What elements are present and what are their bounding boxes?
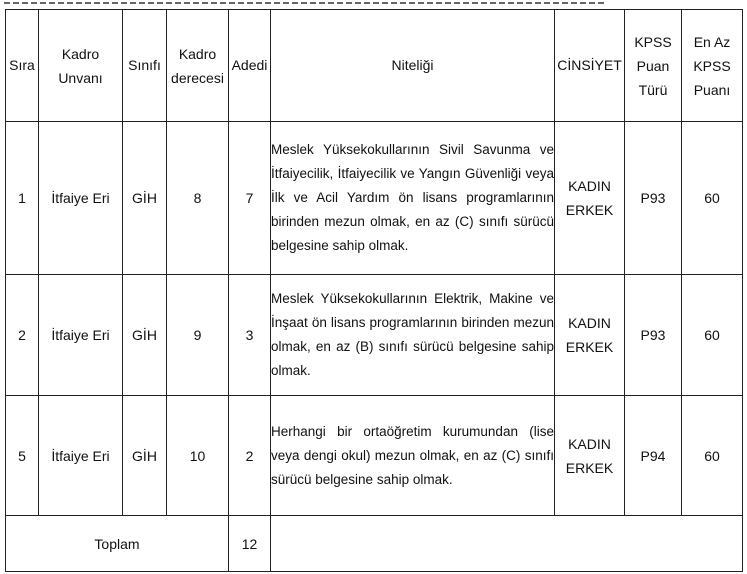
header-niteligi: Niteliği bbox=[271, 10, 555, 122]
header-cinsiyet: CİNSİYET bbox=[555, 10, 625, 122]
cell-puan-turu: P94 bbox=[625, 396, 682, 516]
header-row bbox=[6, 10, 743, 122]
cell-sira: 5 bbox=[6, 396, 39, 516]
cell-cinsiyet: KADIN ERKEK bbox=[555, 275, 625, 396]
cell-unvan: İtfaiye Eri bbox=[39, 275, 123, 396]
cell-adet: 2 bbox=[229, 396, 271, 516]
header-kadro-unvani: Kadro Unvanı bbox=[39, 10, 123, 122]
cell-cinsiyet: KADIN ERKEK bbox=[555, 122, 625, 275]
total-value: 12 bbox=[229, 516, 271, 572]
cell-cinsiyet: KADIN ERKEK bbox=[555, 396, 625, 516]
total-row bbox=[6, 516, 743, 572]
cell-puan-turu: P93 bbox=[625, 122, 682, 275]
header-sinifi: Sınıfı bbox=[123, 10, 167, 122]
cell-unvan: İtfaiye Eri bbox=[39, 122, 123, 275]
table-row bbox=[6, 122, 743, 275]
cell-derece: 10 bbox=[167, 396, 229, 516]
cell-sinif: GİH bbox=[123, 275, 167, 396]
kadro-table bbox=[5, 9, 743, 572]
cell-sira: 1 bbox=[6, 122, 39, 275]
cell-puan-turu: P93 bbox=[625, 275, 682, 396]
table-row bbox=[6, 396, 743, 516]
cell-sira: 2 bbox=[6, 275, 39, 396]
cell-sinif: GİH bbox=[123, 122, 167, 275]
cell-min-puan: 60 bbox=[682, 275, 743, 396]
cell-min-puan: 60 bbox=[682, 396, 743, 516]
cell-adet: 3 bbox=[229, 275, 271, 396]
cell-nitelik: Meslek Yüksekokullarının Elektrik, Makine ve İnşaat ön lisans programlarının birinden mezun olmak, en az (B) sınıfı sürücü belgesine sahip olmak. bbox=[271, 275, 555, 396]
cell-min-puan: 60 bbox=[682, 122, 743, 275]
cell-unvan: İtfaiye Eri bbox=[39, 396, 123, 516]
header-adedi: Adedi bbox=[229, 10, 271, 122]
cell-nitelik: Meslek Yüksekokullarının Sivil Savunma ve İtfaiyecilik, İtfaiyecilik ve Yangın Güvenliği veya İlk ve Acil Yardım ön lisans programlarının birinden mezun olmak, en az (C) sınıfı sürücü belgesine sahip olmak. bbox=[271, 122, 555, 275]
top-clipped-text-line bbox=[0, 0, 747, 6]
total-empty-cell bbox=[271, 516, 743, 572]
cell-nitelik: Herhangi bir ortaöğretim kurumundan (lise veya dengi okul) mezun olmak, en az (C) sınıfı sürücü belgesine sahip olmak. bbox=[271, 396, 555, 516]
header-kpss-puan-turu: KPSS Puan Türü bbox=[625, 10, 682, 122]
header-kadro-derecesi: Kadro derecesi bbox=[167, 10, 229, 122]
cell-derece: 8 bbox=[167, 122, 229, 275]
header-sira: Sıra bbox=[6, 10, 39, 122]
header-en-az-kpss-puani: En Az KPSS Puanı bbox=[682, 10, 743, 122]
cell-adet: 7 bbox=[229, 122, 271, 275]
cell-derece: 9 bbox=[167, 275, 229, 396]
total-label: Toplam bbox=[6, 516, 229, 572]
table-row bbox=[6, 275, 743, 396]
cell-sinif: GİH bbox=[123, 396, 167, 516]
